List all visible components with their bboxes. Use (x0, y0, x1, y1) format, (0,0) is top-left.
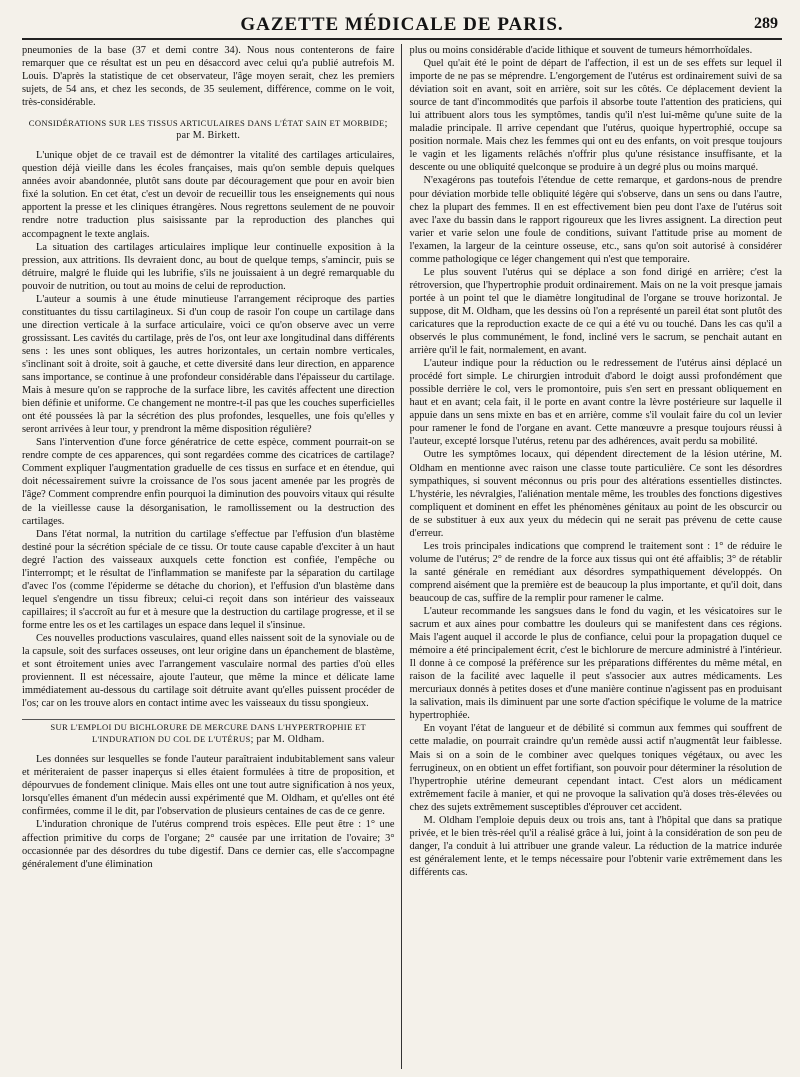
section-author: ; par M. Birkett. (176, 118, 388, 141)
paragraph: L'auteur a soumis à une étude minutieuse l'arrangement réciproque des parties constituantes du tissu cartilagineux. Si d'un coup de rasoir l'on coupe un cartilage dans une direction verticale à la surface articulaire, voici ce qu'on observe avec un verre grossissant. Les cavités du cartilage, près de l'os, ont leur axe longitudinal dans différents sens : les unes sont obliques, les autres horizontales, un certain nombre verticales, s'inclinant soit à droite, soit à gauche, et cette diversité dans leur direction, en apparence sans importance, se continue à une profondeur considérable dans l'épaisseur du cartilage. Mais à mesure qu'on se rapproche de la surface libre, les cavités affectent une direction bien définie et uniforme. Ce changement ne montre-t-il pas que les couches superficielles ont été poussées là par la sécrétion des plus profondes, lesquelles, une fois qu'elles y seront arrivées à leur tour, y prendront la même disposition régulière? (22, 293, 395, 436)
section-title: SUR L'EMPLOI DU BICHLORURE DE MERCURE DANS L'HYPERTROPHIE ET L'INDURATION DU COL DE L'UTÉRUS (50, 722, 367, 744)
section-title: CONSIDÉRATIONS SUR LES TISSUS ARTICULAIRES DANS L'ÉTAT SAIN ET MORBIDE (28, 118, 385, 129)
paragraph: Ces nouvelles productions vasculaires, quand elles naissent soit de la synoviale ou de la capsule, soit des surfaces osseuses, ont leur origine dans un épanchement de blastème, et sont étroitement unies avec l'arrangement vasculaire normal des parties d'où elles proviennent. Il est nécessaire, ajoute l'auteur, que même la mince et délicate lame immédiatement au-dessous du cartilage soit détruite avant qu'elles puissent procéder de l'os; car on les trouve alors en contact intime avec les vaisseaux du tissu spongieux. (22, 632, 395, 710)
left-column (22, 44, 401, 1069)
paragraph: Le plus souvent l'utérus qui se déplace a son fond dirigé en arrière; c'est la rétroversion, que l'hypertrophie produit ordinairement. Mais on ne la voit presque jamais portée à un point tel que le diamètre longitudinal de l'organe se trouve horizontal. Je suppose, dit M. Oldham, que les dessins où l'on a représenté un pareil état sont plutôt des caricatures que la reproduction exacte de ce qui a été vu ou touché. Dans les cas qu'il a observés le plus communément, le fond, incliné vers le sacrum, se penchait autant en arrière qu'il le fait, normalement, en avant. (409, 266, 782, 357)
section-divider (22, 719, 395, 720)
page-header (22, 14, 782, 40)
paragraph: La situation des cartilages articulaires implique leur continuelle exposition à la pression, aux attritions. Ils devraient donc, au bout de quelque temps, s'amincir, puis se détruire, malgré le fluide qui les lubrifie, s'ils ne jouissaient à un degré remarquable du pouvoir de nutrition, ou tout au moins de celui de reproduction. (22, 241, 395, 292)
continued-paragraph: plus ou moins considérable d'acide lithique et souvent de tumeurs hémorrhoïdales. (409, 45, 753, 56)
paragraph: Les trois principales indications que comprend le traitement sont : 1° de réduire le volume de l'utérus; 2° de rendre de la force aux tissus qui ont été affaiblis; 3° de rétablir la santé générale en remédiant aux désordres sympathiquement développés. On comprend aisément que la première est de beaucoup la plus importante, et qu'il doit, dans beaucoup de cas, suffire de la remplir pour ramener le calme. (409, 540, 782, 604)
intro-paragraph: pneumonies de la base (37 et demi contre 34). Nous nous contenterons de faire remarquer que ce résultat est un peu en désaccord avec celui qu'a publié autrefois M. Louis. D'après la statistique de cet observateur, l'âge moyen serait, chez les premiers sujets, de 54 ans, et chez les seconds, de 35 seulement, différence, comme on le voit, très-considérable. (22, 45, 395, 109)
paragraph: En voyant l'état de langueur et de débilité si commun aux femmes qui souffrent de cette maladie, on pourrait craindre qu'un remède aussi actif n'augmentât leur faiblesse. Mais si on a soin de le combiner avec quelques toniques végétaux, ou avec les ferrugineux, on en obtient un effet fortifiant, son pouvoir pour déterminer la résolution de l'hypertrophie utérine demeurant cependant intact. C'est alors un médicament extrêmement facile à manier, et qui ne provoque la salivation qu'à doses très-élevées ou chez des sujets extrêmement susceptibles d'éprouver cet accident. (409, 723, 782, 813)
paragraph: Quel qu'ait été le point de départ de l'affection, il est un de ses effets sur lequel il importe de ne pas se méprendre. L'engorgement de l'utérus est ordinairement suivi de sa déviation soit en avant, soit en arrière, soit sur les côtés. Ce déplacement devient la source de tant d'incommodités que parfois il absorbe toute l'attention des praticiens, qui lui attribuent alors tous les symptômes, tandis qu'il n'est lui-même qu'une suite de la maladie principale. Il arrive cependant que l'utérus, quoique hypertrophié, occupe sa position normale. Mais chez les femmes qui ont eu des enfants, on voit presque toujours le vagin et les ligaments relâchés n'offrir plus qu'une résistance insuffisante, et la descente ou une obliquité quelconque se produire à un degré plus ou moins marqué. (409, 58, 782, 174)
right-column (401, 44, 783, 1069)
paragraph: N'exagérons pas toutefois l'étendue de cette remarque, et gardons-nous de prendre pour déviation morbide telle obliquité légère qui s'observe, dans un sens ou dans l'autre, chez la plupart des femmes. Il en est effectivement bien peu dont l'axe de l'utérus soit avec l'axe du bassin dans le rapport rigoureux que les livres assignent. La direction peut varier et varie selon une foule de conditions, suivant l'attitude prise au moment de l'examen, la largeur de la ceinture osseuse, etc., sans qu'on soit autorisé à considérer comme pathologique ce léger changement qui n'est que temporaire. (409, 175, 782, 265)
section-heading-oldham (22, 719, 395, 745)
page-number: 289 (754, 15, 778, 32)
paragraph: L'unique objet de ce travail est de démontrer la vitalité des cartilages articulaires, question déjà vieille dans les écoles françaises, mais qu'on semble depuis quelques années avoir abandonnée, plutôt sans doute par découragement que pour en avoir bien fixé la solution. En cet état, c'est un devoir de recueillir tous les enseignements qui nous apportent la presse et les cliniques étrangères. Nous regrettons seulement de ne pouvoir rendre notre traduction plus saisissante par la reproduction des planches qui accompagnent le texte anglais. (22, 150, 395, 240)
paragraph: Outre les symptômes locaux, qui dépendent directement de la lésion utérine, M. Oldham en mentionne avec raison une classe toute particulière. Ce sont les désordres sympathiques, si souvent méconnus ou pris pour des altérations essentielles distinctes. L'hystérie, les névralgies, l'aliénation mentale même, les troubles des fonctions digestives compliquent et dominent en effet les phénomènes génitaux au point de les obscurcir ou de se substituer à eux aux yeux du médecin qui ne serait pas prévenu de cette cause d'erreur. (409, 449, 782, 539)
paragraph: M. Oldham l'emploie depuis deux ou trois ans, tant à l'hôpital que dans sa pratique privée, et le bien très-réel qu'il a réalisé grâce à lui, joint à la considération de son peu de danger, l'a conduit à lui attribuer une grande valeur. La réduction de la matrice indurée est généralement lente, et le temps nécessaire pour l'obtenir varie extrêmement dans les différents cas. (409, 814, 782, 878)
paragraph: L'auteur recommande les sangsues dans le fond du vagin, et les vésicatoires sur le sacrum et aux aines pour combattre les douleurs qui se manifestent dans ces régions. Mais l'agent auquel il accorde le plus de confiance, celui pour la propagation duquel ce mémoire a été principalement écrit, c'est le bichlorure de mercure administré à l'intérieur. Il donne à ce composé la préférence sur les préparations différentes du même métal, en raison de la facilité avec laquelle il peut s'associer aux autres médicaments. Les mercuriaux donnés à petites doses et d'une manière continue n'agissent pas en produisant la salivation, mais ils diminuent par une sorte d'action spécifique le volume de la matrice hypertrophiée. (409, 606, 782, 722)
paragraph: Dans l'état normal, la nutrition du cartilage s'effectue par l'effusion d'un blastème destiné pour la sécrétion spéciale de ce tissu. Or toute cause capable d'exciter à un haut degré l'action des vaisseaux auxquels cette fonction est confiée, l'empêche ou l'interrompt; et le résultat de l'inflammation se manifeste par la séparation du cartilage d'avec l'os (comme l'épiderme se détache du chorion), et l'effusion d'un blastème dans lequel s'engendre un tissu fibreux; celui-ci reçoit dans son intérieur des vaisseaux capillaires; il s'accroît au fur et à mesure que la destruction du cartilage progresse, et il se forme entre les os et les cartilages un espace dans lequel il s'insinue. (22, 528, 395, 631)
paragraph: L'induration chronique de l'utérus comprend trois espèces. Elle peut être : 1° une affection primitive du corps de l'organe; 2° causée par une irritation de l'ovaire; 3° occasionnée par des désordres du tube digestif. Dans ce dernier cas, elle s'accompagne généralement d'une élimination (22, 819, 395, 870)
text-columns (22, 44, 782, 1069)
paragraph: Les données sur lesquelles se fonde l'auteur paraîtraient indubitablement sans valeur et mériteraient de passer inaperçus si elles étaient formulées à titre de proposition, et dépourvues de fondement clinique. Mais elles ont une tout autre signification à nos yeux, lorsqu'elles émanent d'un médecin aussi expérimenté que M. Oldham, et qu'elles ont été confirmées, comme il le dit, par l'observation de plusieurs centaines de cas de ce genre. (22, 754, 395, 818)
paragraph: Sans l'intervention d'une force génératrice de cette espèce, comment pourrait-on se rendre compte de ces apparences, qui sont regardées comme des cicatrices de cartilage? Comment expliquer l'augmentation graduelle de ces tissus en surface et en étendue, qui doit nécessairement suivre la croissance de l'os sous jacent amenée par les progrès de l'âge? Comment comprendre enfin pourquoi la diminution des pouvoirs vitaux qui résulte de la vieillesse cause la désorganisation, le ramollissement ou la destruction des cartilages. (22, 437, 395, 527)
paragraph: L'auteur indique pour la réduction ou le redressement de l'utérus ainsi déplacé un procédé fort simple. Le chirurgien introduit d'abord le doigt aussi profondément que possible derrière le col, vers le promontoire, puis s'en sert en pressant obliquement en haut et en avant; cela fait, il le porte en avant contre la lèvre postérieure sur laquelle il appuie dans un sens mixte en bas et en arrière, comme s'il voulait faire du col un levier pour ramener le fond de l'organe en avant. Cette manœuvre a presque toujours réussi à l'auteur, excepté lorsque l'utérus, retenu par des adhérences, avait perdu sa mobilité. (409, 358, 782, 448)
journal-title: GAZETTE MÉDICALE DE PARIS. (240, 14, 564, 35)
section-author: ; par M. Oldham. (250, 733, 325, 745)
section-heading-birkett (22, 118, 395, 141)
